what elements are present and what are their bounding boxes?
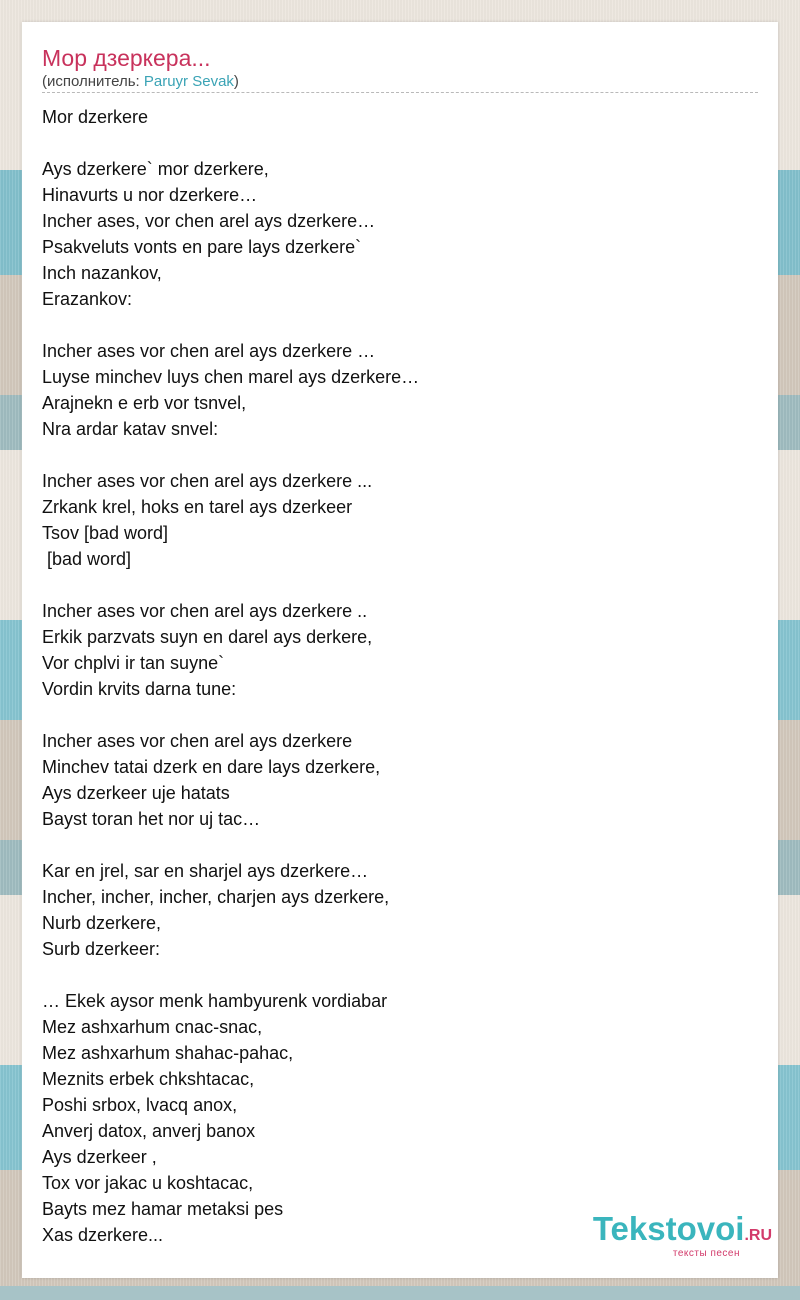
lyric-blank-line xyxy=(42,962,742,988)
lyric-line: Ays dzerkeer , xyxy=(42,1147,157,1167)
logo-name: Tekstovoi xyxy=(592,1210,745,1247)
lyric-blank-line xyxy=(42,312,742,338)
lyric-blank-line xyxy=(42,832,742,858)
song-title: Мор дзеркера... xyxy=(42,45,211,71)
lyric-line: [bad word] xyxy=(42,549,132,569)
lyric-line: Tsov [bad word] xyxy=(42,523,169,543)
lyric-line: Incher ases vor chen arel ays dzerkere ... xyxy=(42,471,373,491)
logo-tld: .RU xyxy=(744,1227,772,1244)
bottom-strip xyxy=(0,1286,800,1300)
lyric-line: Erkik parzvats suyn en darel ays derkere, xyxy=(42,627,373,647)
lyric-line: Kar en jrel, sar en sharjel ays dzerkere… xyxy=(42,861,369,881)
lyric-line: Ays dzerkeer uje hatats xyxy=(42,783,230,803)
artist-line xyxy=(42,73,239,91)
lyric-line: Incher ases vor chen arel ays dzerkere xyxy=(42,731,353,751)
lyric-line: Incher ases, vor chen arel ays dzerkere… xyxy=(42,211,376,231)
lyric-line: Anverj datox, anverj banox xyxy=(42,1121,256,1141)
lyric-line: Arajnekn e erb vor tsnvel, xyxy=(42,393,247,413)
lyric-line: Psakveluts vonts en pare lays dzerkere` xyxy=(42,237,362,257)
lyric-line: Tox vor jakac u koshtacac, xyxy=(42,1173,254,1193)
lyric-line: Bayts mez hamar metaksi pes xyxy=(42,1199,284,1219)
lyric-line: Vordin krvits darna tune: xyxy=(42,679,237,699)
lyric-blank-line xyxy=(42,130,742,156)
lyric-line: Mez ashxarhum shahac-pahac, xyxy=(42,1043,294,1063)
lyric-line: Mez ashxarhum cnac-snac, xyxy=(42,1017,263,1037)
lyric-blank-line xyxy=(42,572,742,598)
lyric-line: Mor dzerkere xyxy=(42,107,149,127)
lyric-line: Vor chplvi ir tan suyne` xyxy=(42,653,225,673)
lyric-line: Hinavurts u nor dzerkere… xyxy=(42,185,258,205)
lyric-line: Poshi srbox, lvacq anox, xyxy=(42,1095,238,1115)
lyric-line: Incher, incher, incher, charjen ays dzerkere, xyxy=(42,887,390,907)
logo-tagline: тексты песен xyxy=(672,1248,740,1259)
site-logo[interactable] xyxy=(593,1212,772,1259)
artist-prefix: (исполнитель: xyxy=(42,73,144,90)
lyric-line: Erazankov: xyxy=(42,289,133,309)
lyric-line: … Ekek aysor menk hambyurenk vordiabar xyxy=(42,991,388,1011)
lyric-line: Incher ases vor chen arel ays dzerkere .. xyxy=(42,601,368,621)
lyrics-card xyxy=(22,22,778,1278)
lyric-line: Nurb dzerkere, xyxy=(42,913,162,933)
lyric-line: Incher ases vor chen arel ays dzerkere … xyxy=(42,341,376,361)
lyric-line: Bayst toran het nor uj tac… xyxy=(42,809,261,829)
lyric-line: Meznits erbek chkshtacac, xyxy=(42,1069,255,1089)
lyric-line: Nra ardar katav snvel: xyxy=(42,419,219,439)
lyric-line: Zrkank krel, hoks en tarel ays dzerkeer xyxy=(42,497,353,517)
lyric-blank-line xyxy=(42,442,742,468)
title-divider xyxy=(42,92,758,93)
lyric-line: Luyse minchev luys chen marel ays dzerkere… xyxy=(42,367,420,387)
lyrics-body xyxy=(42,104,742,1248)
artist-link[interactable]: Paruyr Sevak xyxy=(143,73,234,90)
artist-suffix: ) xyxy=(233,73,239,90)
lyric-line: Minchev tatai dzerk en dare lays dzerkere, xyxy=(42,757,381,777)
lyric-line: Ays dzerkere` mor dzerkere, xyxy=(42,159,269,179)
lyric-line: Inch nazankov, xyxy=(42,263,162,283)
lyric-line: Xas dzerkere... xyxy=(42,1225,164,1245)
lyric-line: Surb dzerkeer: xyxy=(42,939,161,959)
lyric-blank-line xyxy=(42,702,742,728)
